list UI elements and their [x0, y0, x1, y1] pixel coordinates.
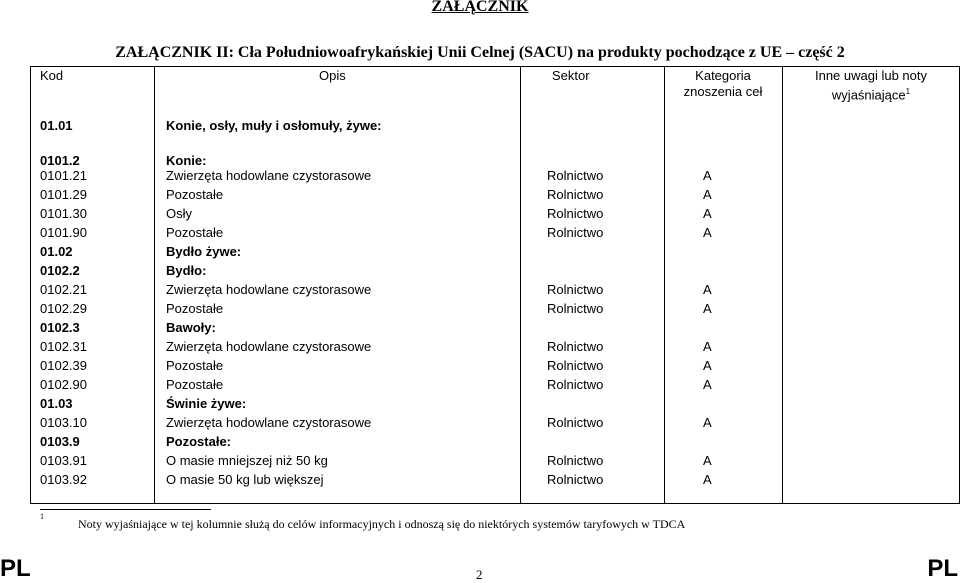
header-kategoria-line1: Kategoria — [695, 68, 751, 83]
table-row — [0, 116, 960, 135]
table-row — [0, 318, 960, 337]
cell-sector: Rolnictwo — [547, 415, 604, 430]
table-row — [0, 375, 960, 394]
cell-code: 0102.90 — [40, 377, 87, 392]
footnote-number: 1 — [40, 512, 44, 521]
table-row — [0, 451, 960, 470]
cell-category: A — [703, 472, 712, 487]
table-row — [0, 242, 960, 261]
header-uwagi-line2 — [782, 84, 960, 103]
cell-code: 0101.90 — [40, 225, 87, 240]
cell-code: 0102.31 — [40, 339, 87, 354]
cell-description: Osły — [166, 206, 192, 221]
cell-sector: Rolnictwo — [547, 472, 604, 487]
table-row — [0, 280, 960, 299]
cell-sector: Rolnictwo — [547, 187, 604, 202]
cell-sector: Rolnictwo — [547, 168, 604, 183]
cell-category: A — [703, 339, 712, 354]
cell-code: 0103.9 — [40, 434, 80, 449]
cell-description: O masie 50 kg lub większej — [166, 472, 324, 487]
cell-category: A — [703, 206, 712, 221]
cell-description: Świnie żywe: — [166, 396, 247, 411]
cell-description: Pozostałe — [166, 358, 224, 373]
cell-description: Bawoły: — [166, 320, 216, 335]
table-row — [0, 413, 960, 432]
cell-description: Pozostałe: — [166, 434, 232, 449]
cell-description: Pozostałe — [166, 225, 224, 240]
table-row — [0, 299, 960, 318]
cell-description: Konie: — [166, 153, 207, 168]
table-border-bottom — [30, 503, 960, 504]
cell-code: 0101.30 — [40, 206, 87, 221]
cell-description: Zwierzęta hodowlane czystorasowe — [166, 339, 372, 354]
cell-description: Pozostałe — [166, 187, 224, 202]
cell-code: 0101.2 — [40, 153, 80, 168]
cell-code: 01.03 — [40, 396, 73, 411]
table-row — [0, 394, 960, 413]
cell-code: 0103.10 — [40, 415, 87, 430]
cell-description: Zwierzęta hodowlane czystorasowe — [166, 168, 372, 183]
cell-description: Zwierzęta hodowlane czystorasowe — [166, 282, 372, 297]
table-row — [0, 337, 960, 356]
cell-category: A — [703, 377, 712, 392]
table-row — [0, 166, 960, 185]
cell-code: 0101.21 — [40, 168, 87, 183]
table-row — [0, 204, 960, 223]
header-kategoria — [664, 68, 782, 100]
header-kod: Kod — [40, 68, 64, 83]
cell-category: A — [703, 282, 712, 297]
document-subtitle: ZAŁĄCZNIK II: Cła Południowoafrykańskiej Unii Celnej (SACU) na produkty pochodzące z UE – część 2 — [115, 44, 845, 61]
language-code-left: PL — [0, 555, 31, 582]
cell-description: Bydło: — [166, 263, 207, 278]
cell-code: 0101.29 — [40, 187, 87, 202]
footnote-text: Noty wyjaśniające w tej kolumnie służą do celów informacyjnych i odnoszą się do niektórych systemów taryfowych w TDCA — [78, 517, 686, 531]
cell-category: A — [703, 358, 712, 373]
header-uwagi — [782, 68, 960, 103]
cell-category: A — [703, 453, 712, 468]
cell-code: 0102.29 — [40, 301, 87, 316]
cell-description: Pozostałe — [166, 301, 224, 316]
header-kategoria-line2: znoszenia ceł — [683, 84, 763, 99]
cell-sector: Rolnictwo — [547, 301, 604, 316]
cell-category: A — [703, 301, 712, 316]
cell-description: Konie, osły, muły i osłomuły, żywe: — [166, 118, 382, 133]
header-uwagi-line1: Inne uwagi lub noty — [814, 68, 928, 83]
cell-code: 0103.91 — [40, 453, 87, 468]
cell-description: Pozostałe — [166, 377, 224, 392]
language-code-right: PL — [927, 555, 958, 582]
page-number: 2 — [476, 567, 483, 582]
cell-category: A — [703, 415, 712, 430]
header-uwagi-text: wyjaśniające — [831, 87, 906, 103]
document-title: ZAŁĄCZNIK — [431, 0, 529, 15]
cell-code: 0103.92 — [40, 472, 87, 487]
cell-description: Zwierzęta hodowlane czystorasowe — [166, 415, 372, 430]
cell-sector: Rolnictwo — [547, 225, 604, 240]
table-row — [0, 470, 960, 489]
cell-description: O masie mniejszej niż 50 kg — [166, 453, 328, 468]
cell-code: 0102.21 — [40, 282, 87, 297]
cell-category: A — [703, 225, 712, 240]
cell-category: A — [703, 168, 712, 183]
table-row — [0, 223, 960, 242]
cell-code: 0102.2 — [40, 263, 80, 278]
table-row — [0, 261, 960, 280]
cell-description: Bydło żywe: — [166, 244, 242, 259]
table-border-top — [30, 66, 960, 67]
cell-sector: Rolnictwo — [547, 206, 604, 221]
cell-sector: Rolnictwo — [547, 377, 604, 392]
cell-code: 0102.39 — [40, 358, 87, 373]
table-row — [0, 432, 960, 451]
footnote-separator — [40, 509, 211, 510]
cell-sector: Rolnictwo — [547, 453, 604, 468]
footnote-reference: 1 — [905, 87, 911, 96]
cell-sector: Rolnictwo — [547, 339, 604, 354]
header-sektor: Sektor — [552, 68, 590, 83]
table-row — [0, 185, 960, 204]
cell-sector: Rolnictwo — [547, 282, 604, 297]
cell-code: 01.02 — [40, 244, 73, 259]
cell-category: A — [703, 187, 712, 202]
cell-code: 01.01 — [40, 118, 73, 133]
header-opis: Opis — [319, 68, 346, 83]
table-row — [0, 356, 960, 375]
cell-code: 0102.3 — [40, 320, 80, 335]
cell-sector: Rolnictwo — [547, 358, 604, 373]
